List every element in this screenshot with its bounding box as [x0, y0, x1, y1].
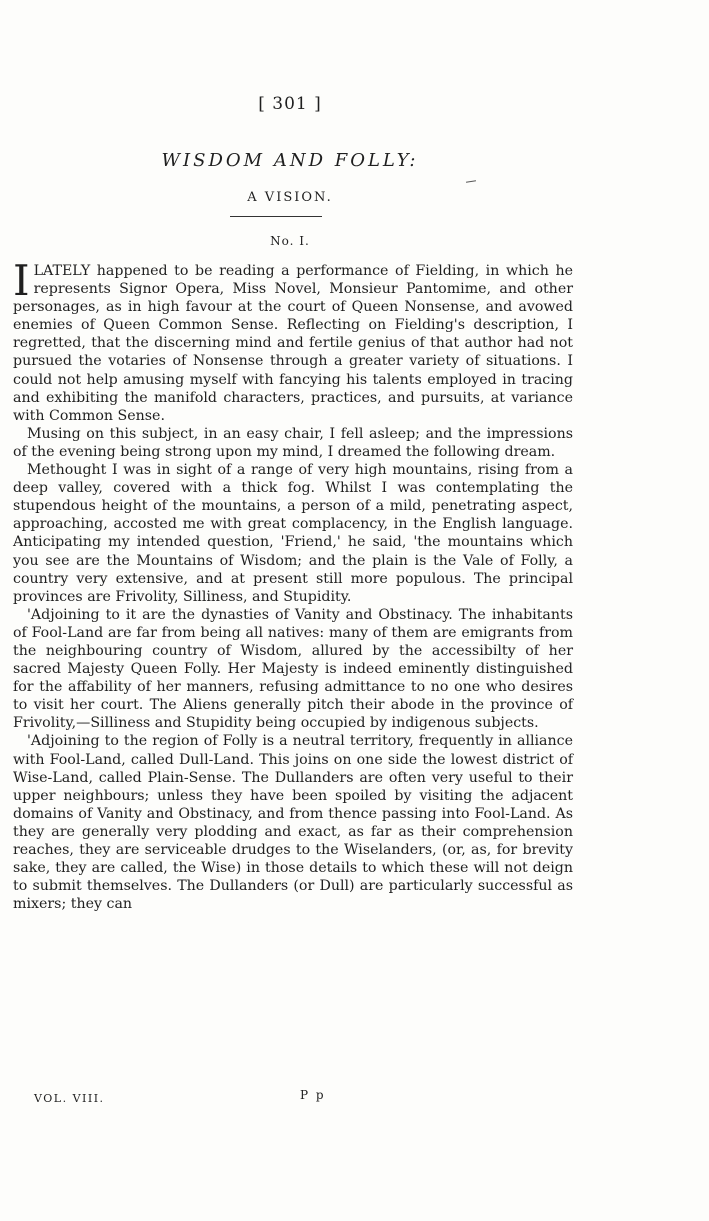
page-number: [ 301 ] [258, 94, 322, 114]
title-rule [230, 216, 322, 217]
article-title: WISDOM AND FOLLY: [161, 150, 419, 171]
article-subtitle: A VISION. [247, 190, 333, 205]
signature-mark: P p [300, 1088, 326, 1102]
drop-cap: I [13, 256, 30, 305]
paragraph-4: 'Adjoining to it are the dynasties of Vanity and Obstinacy. The inhabitants of Fool-Land are far from being all natives: many of them are emigrants from the neighbouring country of Wisdom, allured by the accessibilty of her sacred Majesty Queen Folly. Her Majesty is indeed eminently distinguished for the affability of her manners, refusing admittance to no one who desires to visit her court. The Aliens generally pitch their abode in the province of Frivolity,—Silliness and Stupidity being occupied by indigenous subjects. [13, 606, 573, 732]
ink-fleck [466, 180, 476, 182]
article-body [13, 256, 573, 913]
paragraph-1 [13, 256, 573, 425]
issue-number: No. I. [270, 234, 310, 248]
paragraph-1-text: LATELY happened to be reading a performance of Fielding, in which he represents Signor Opera, Miss Novel, Monsieur Pantomime, and other personages, as in high favour at the court of Queen Nonsense, and avowed enemies of Queen Common Sense. Reflecting on Fielding's description, I regretted, that the discerning mind and fertile genius of that author had not pursued the votaries of Nonsense through a greater variety of situations. I could not help amusing myself with fancying his talents employed in tracing and exhibiting the manifold characters, practices, and pursuits, at variance with Common Sense. [13, 263, 573, 424]
paragraph-2: Musing on this subject, in an easy chair, I fell asleep; and the impressions of the evening being strong upon my mind, I dreamed the following dream. [13, 425, 573, 460]
paragraph-5: 'Adjoining to the region of Folly is a neutral territory, frequently in alliance with Fool-Land, called Dull-Land. This joins on one side the lowest district of Wise-Land, called Plain-Sense. The Dullanders are often very useful to their upper neighbours; unless they have been spoiled by visiting the adjacent domains of Vanity and Obstinacy, and from thence passing into Fool-Land. As they are generally very plodding and exact, as far as their comprehension reaches, they are serviceable drudges to the Wiselanders, (or, as, for brevity sake, they are called, the Wise) in those details to which these will not deign to submit themselves. The Dullanders (or Dull) are particularly successful as mixers; they can [13, 733, 573, 913]
paragraph-3: Methought I was in sight of a range of very high mountains, rising from a deep valley, covered with a thick fog. Whilst I was contemplating the stupendous height of the mountains, a person of a mild, penetrating aspect, approaching, accosted me with great complacency, in the English language. Anticipating my intended question, 'Friend,' he said, 'the mountains which you see are the Mountains of Wisdom; and the plain is the Vale of Folly, a country very extensive, and at present still more populous. The principal provinces are Frivolity, Silliness, and Stupidity. [13, 462, 573, 605]
volume-marker: VOL. VIII. [34, 1092, 105, 1105]
